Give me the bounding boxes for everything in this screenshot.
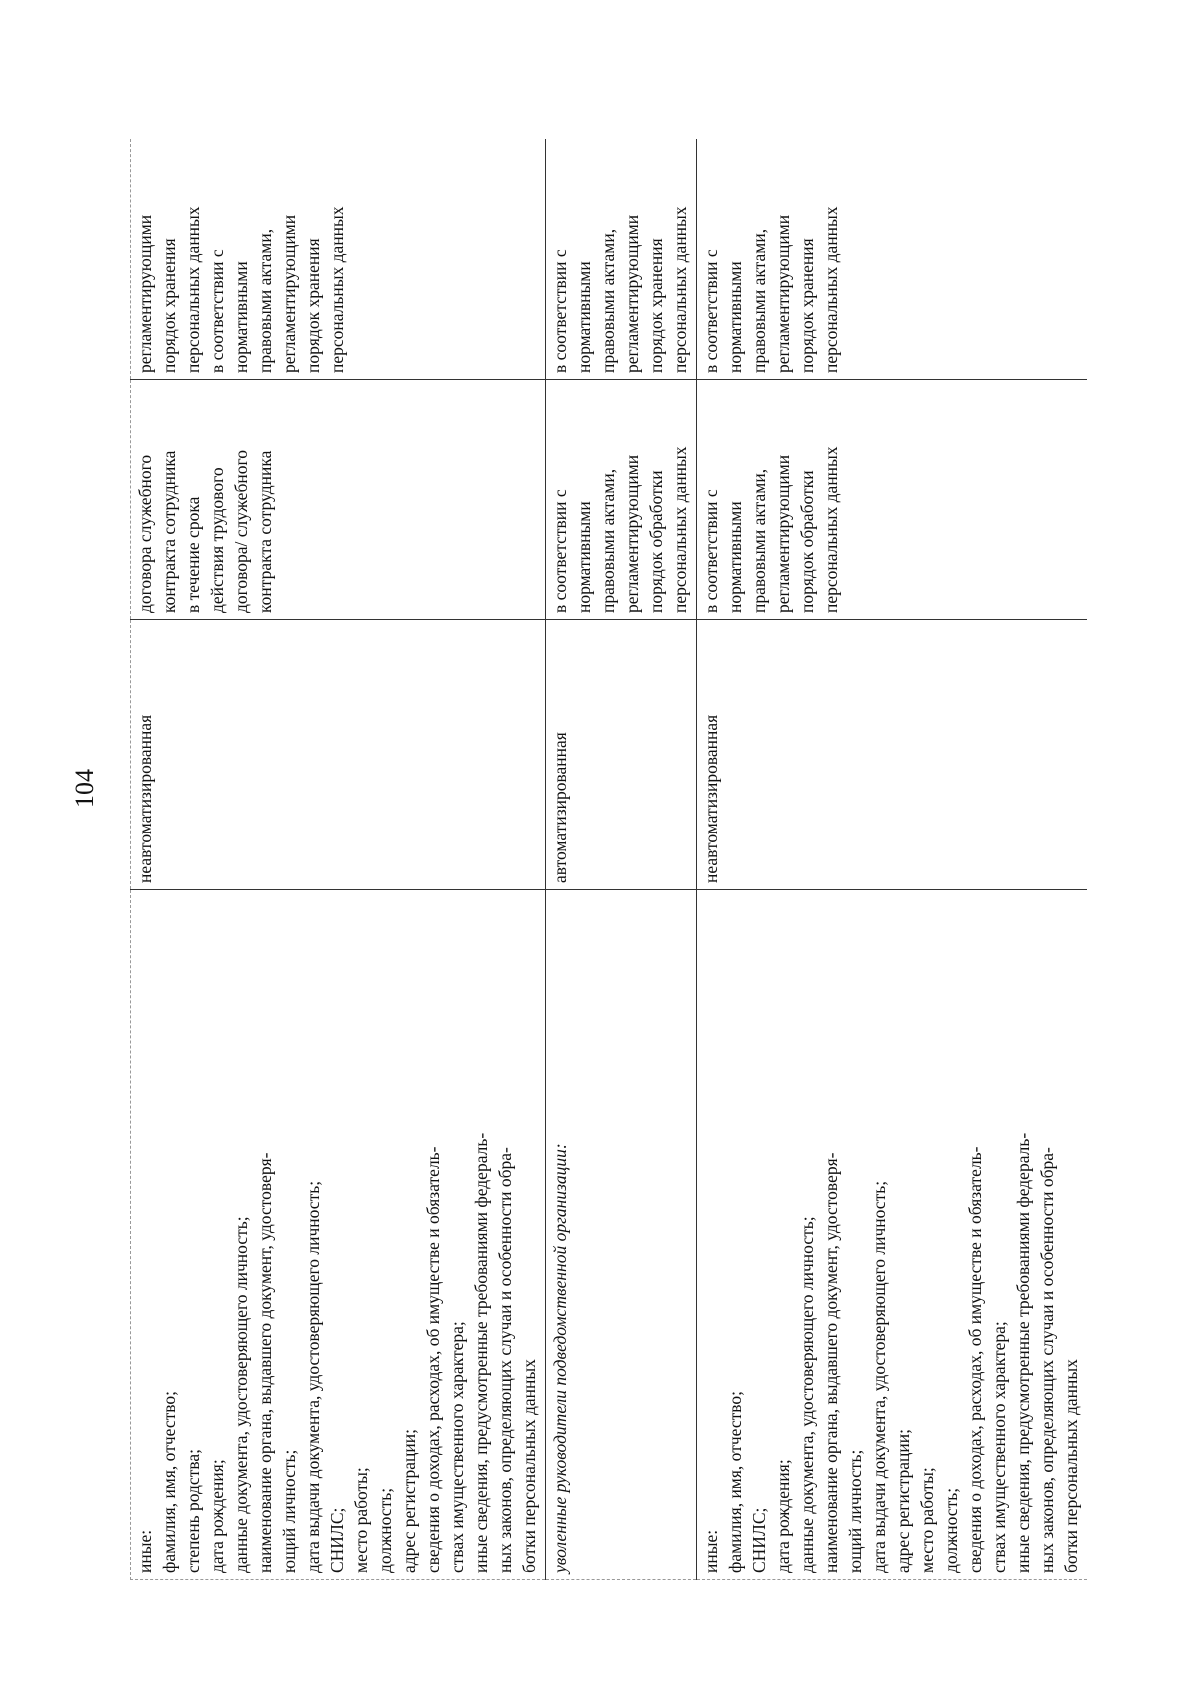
- text-line: ющий личность;: [845, 1449, 865, 1573]
- text-line: ных законов, определяющих случаи и особенности обра-: [1037, 1147, 1057, 1573]
- processing-term-cell: [697, 380, 1088, 620]
- text-line: фамилия, имя, отчество;: [725, 1390, 745, 1573]
- text-line: порядок хранения: [797, 238, 817, 373]
- text-line: сведения о доходах, расходах, об имуществе и обязатель-: [965, 1146, 985, 1573]
- category-heading: уволенные руководители подведомственной организации:: [550, 1143, 570, 1573]
- processing-method: неавтоматизированная: [701, 714, 721, 883]
- text-line: порядок хранения: [159, 238, 179, 373]
- processing-term-cell: [546, 380, 697, 620]
- text-line: правовыми актами,: [598, 228, 618, 373]
- text-line: ботки персональных данных: [519, 1359, 539, 1573]
- text-line: место работы;: [351, 1467, 371, 1573]
- text-line: контракта сотрудника: [159, 450, 179, 613]
- data-categories-cell: [546, 890, 697, 1580]
- text-line: степень родства;: [183, 1448, 203, 1573]
- text-line: нормативными: [725, 501, 745, 613]
- text-line: порядок обработки: [797, 470, 817, 613]
- text-line: в течение срока: [183, 496, 203, 613]
- text-line: адрес регистрации;: [399, 1429, 419, 1573]
- text-line: иные сведения, предусмотренные требованиями федераль-: [471, 1132, 491, 1573]
- text-line: в соответствии с: [550, 249, 570, 373]
- text-line: порядок обработки: [646, 470, 666, 613]
- table-row: [546, 140, 697, 1580]
- text-line: иные сведения, предусмотренные требованиями федераль-: [1013, 1132, 1033, 1573]
- text-line: регламентирующими: [622, 214, 642, 373]
- processing-method-cell: [546, 620, 697, 890]
- text-line: персональных данных: [670, 206, 690, 373]
- text-line: наименование органа, выдавшего документ, удостоверя-: [821, 1152, 841, 1573]
- text-line: ствах имущественного характера;: [989, 1321, 1009, 1573]
- text-line: нормативными: [574, 261, 594, 373]
- text-line: иные:: [135, 1529, 155, 1573]
- text-line: данные документа, удостоверяющего личность;: [231, 1216, 251, 1573]
- text-line: порядок хранения: [303, 238, 323, 373]
- text-line: нормативными: [574, 501, 594, 613]
- text-line: ных законов, определяющих случаи и особенности обра-: [495, 1147, 515, 1573]
- text-line: персональных данных: [821, 446, 841, 613]
- processing-method: автоматизированная: [550, 732, 570, 883]
- text-line: договора/ служебного: [231, 450, 251, 613]
- text-line: действия трудового: [207, 467, 227, 613]
- text-line: ющий личность;: [279, 1449, 299, 1573]
- processing-method: неавтоматизированная: [135, 714, 155, 883]
- text-line: договора служебного: [135, 454, 155, 613]
- text-line: персональных данных: [327, 206, 347, 373]
- text-line: персональных данных: [821, 206, 841, 373]
- table-row: [131, 140, 546, 1580]
- text-line: в соответствии с: [701, 249, 721, 373]
- data-categories-cell: [697, 890, 1088, 1580]
- text-line: нормативными: [725, 261, 745, 373]
- text-line: должность;: [375, 1487, 395, 1573]
- text-line: должность;: [941, 1487, 961, 1573]
- text-line: правовыми актами,: [749, 228, 769, 373]
- text-line: СНИЛС;: [327, 1507, 347, 1573]
- text-line: в соответствии с: [701, 489, 721, 613]
- text-line: адрес регистрации;: [893, 1429, 913, 1573]
- text-line: данные документа, удостоверяющего личность;: [797, 1216, 817, 1573]
- text-line: иные:: [701, 1529, 721, 1573]
- text-line: персональных данных: [670, 446, 690, 613]
- text-line: дата рождения;: [207, 1459, 227, 1573]
- text-line: регламентирующими: [773, 454, 793, 613]
- page-number: 104: [70, 769, 99, 808]
- personal-data-table: [130, 140, 1087, 1581]
- table-row: [697, 140, 1088, 1580]
- processing-term-cell: [131, 380, 546, 620]
- processing-method-cell: [131, 620, 546, 890]
- text-line: СНИЛС;: [749, 1507, 769, 1573]
- text-line: регламентирующими: [135, 214, 155, 373]
- processing-method-cell: [697, 620, 1088, 890]
- text-line: дата выдачи документа, удостоверяющего личность;: [303, 1180, 323, 1573]
- text-line: правовыми актами,: [255, 228, 275, 373]
- text-line: регламентирующими: [279, 214, 299, 373]
- text-line: правовыми актами,: [598, 468, 618, 613]
- text-line: нормативными: [231, 261, 251, 373]
- data-categories-cell: [131, 890, 546, 1580]
- text-line: дата рождения;: [773, 1459, 793, 1573]
- text-line: в соответствии с: [207, 249, 227, 373]
- storage-term-cell: [697, 140, 1088, 380]
- text-line: сведения о доходах, расходах, об имуществе и обязатель-: [423, 1146, 443, 1573]
- text-line: фамилия, имя, отчество;: [159, 1390, 179, 1573]
- text-line: место работы;: [917, 1467, 937, 1573]
- text-line: персональных данных: [183, 206, 203, 373]
- text-line: порядок хранения: [646, 238, 666, 373]
- text-line: в соответствии с: [550, 489, 570, 613]
- text-line: правовыми актами,: [749, 468, 769, 613]
- text-line: регламентирующими: [773, 214, 793, 373]
- text-line: ствах имущественного характера;: [447, 1321, 467, 1573]
- text-line: дата выдачи документа, удостоверяющего личность;: [869, 1180, 889, 1573]
- text-line: ботки персональных данных: [1061, 1359, 1081, 1573]
- rotated-table-container: [130, 140, 1081, 1580]
- text-line: наименование органа, выдавшего документ, удостоверя-: [255, 1152, 275, 1573]
- text-line: контракта сотрудника: [255, 450, 275, 613]
- storage-term-cell: [546, 140, 697, 380]
- storage-term-cell: [131, 140, 546, 380]
- text-line: регламентирующими: [622, 454, 642, 613]
